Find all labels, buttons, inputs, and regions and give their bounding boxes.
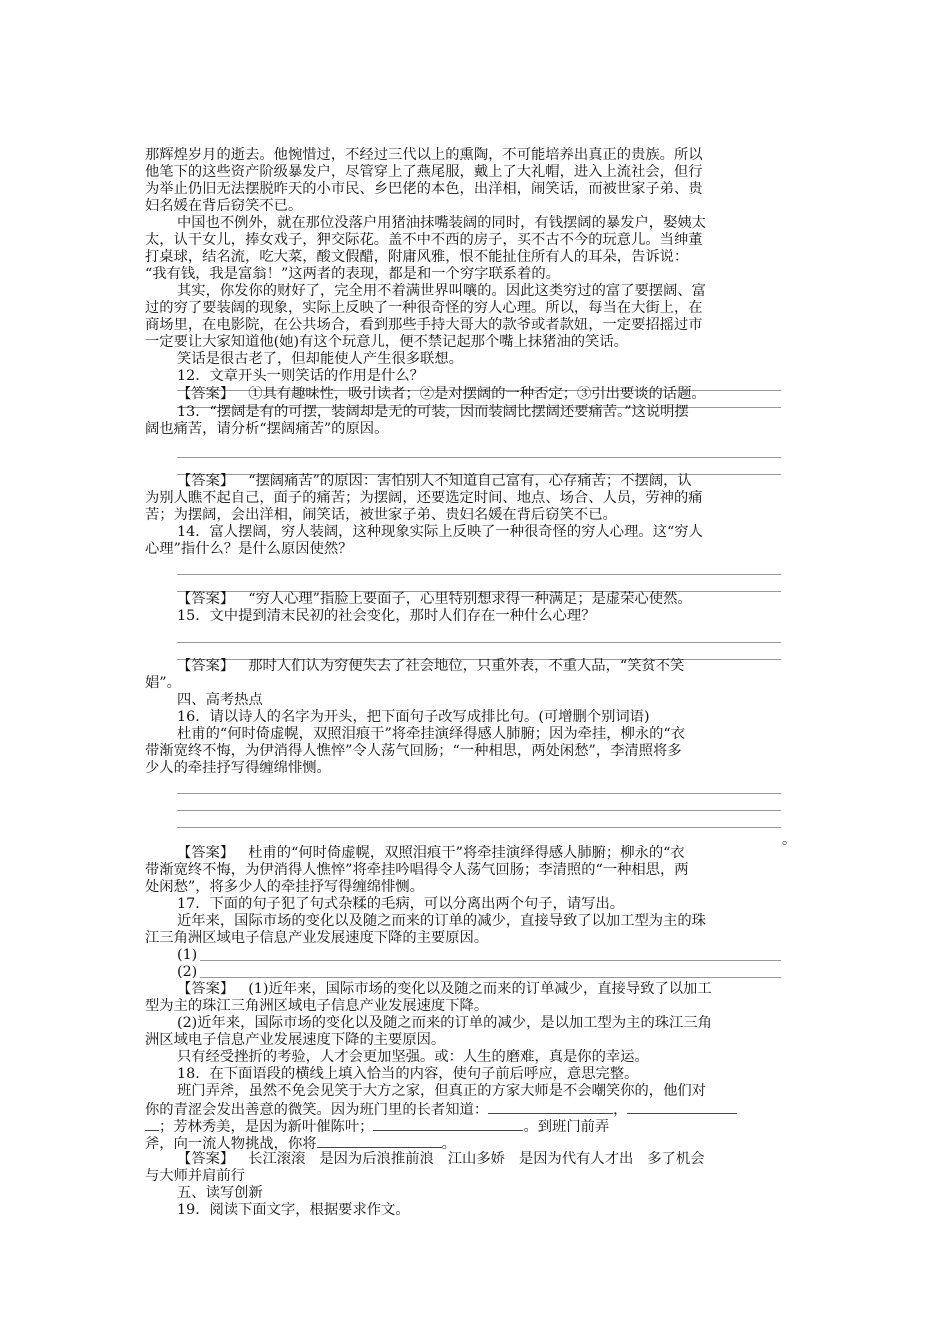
answer-15: 【答案】 那时人们认为穷便失去了社会地位，只重外表，不重人品，“笑贫不笑 [177,658,685,674]
passage-line: 笑话是很古老了，但却能使人产生很多联想。 [177,351,463,367]
section-heading-4: 四、高考热点 [177,692,263,708]
question-15-stem: 15．文中提到清末民初的社会变化，那时人们存在一种什么心理？ [177,608,596,624]
question-18-text: 你的青涩会发出善意的微笑。因为班门里的长者知道： ， [145,1100,805,1119]
question-18-text: 斧，向一流人物挑战，你将 。 [145,1136,456,1152]
answer-17-extra: 只有经受挫折的考验，人才会更加坚强。或：人生的磨难，真是你的幸运。 [177,1049,649,1065]
answer-17-line: 洲区域电子信息产业发展速度下降的主要原因。 [145,1032,446,1048]
answer-tag: 【答案】 [177,981,235,997]
answer-17-line: 型为主的珠江三角洲区域电子信息产业发展速度下降。 [145,998,489,1014]
passage-line: 妇名媛在背后窃笑不已。 [145,198,303,214]
answer-line [177,810,781,811]
passage-line: 中国也不例外，就在那位没落户用猪油抹嘴装阔的同时，有钱摆阔的暴发户，娶姨太 [177,215,706,231]
question-16-text: 带渐宽终不悔，为伊消得人憔悴”令人荡气回肠；“一种相思，两处闲愁”，李清照将多 [145,743,682,759]
answer-13-line: 为别人瞧不起自己，面子的痛苦；为摆阔，还要选定时间、地点、场合、人员，劳神的痛 [145,490,703,506]
question-16-stem: 16．请以诗人的名字为开头，把下面句子改写成排比句。(可增删个别词语) [177,709,650,725]
question-13-stem: 13．“摆阔是有的可摆，装阔却是无的可装，因而装阔比摆阔还要痛苦。”这说明摆 [177,404,689,420]
passage-line: 那辉煌岁月的逝去。他惋惜过，不经过三代以上的熏陶，不可能培养出真正的贵族。所以 [145,147,703,163]
answer-line [177,642,781,643]
fill-blank[interactable] [488,1100,613,1114]
answer-16-line: 处闲愁”，将多少人的牵挂抒写得缠绵悱恻。 [145,879,424,895]
question-18-stem: 18．在下面语段的横线上填入恰当的内容，使句子前后呼应，意思完整。 [177,1066,639,1082]
answer-17-line: (2)近年来，国际市场的变化以及随之而来的订单的减少，是以加工型为主的珠江三角 [177,1015,712,1031]
fill-blank[interactable] [145,1117,159,1131]
passage-line: 太，认干女儿，捧女戏子，狎交际花。盖不中不西的房子，买不古不今的玩意儿。当绅董 [145,232,703,248]
passage-line: 其实，你发你的财好了，完全用不着满世界叫嚷的。因此这类穷过的富了要摆阔、富 [177,283,706,299]
question-18-text: 班门弄斧，虽然不免会见笑于大方之家，但真正的方家大师是不会嘲笑你的，他们对 [177,1083,706,1099]
answer-tag: 【答案】 [177,658,235,674]
question-13-stem: 阔也痛苦，请分析“摆阔痛苦”的原因。 [145,421,389,437]
passage-line: 打桌球，结名流，吃大菜，酸文假醋，附庸风雅，恨不能扯住所有人的耳朵，告诉说： [145,249,689,265]
answer-line [177,457,781,458]
answer-tag: 【答案】 [177,386,235,402]
passage-line: 为举止仍旧无法摆脱昨天的小市民、乡巴佬的本色，出洋相，闹笑话，而被世家子弟、贵 [145,181,703,197]
answer-13-line: 苦；为摆阔，会出洋相，闹笑话，被世家子弟、贵妇名媛在背后窃笑不已。 [145,507,617,523]
answer-17: 【答案】 (1)近年来，国际市场的变化以及随之而来的订单减少，直接导致了以加工 [177,981,712,997]
question-17-text: 近年来，国际市场的变化以及随之而来的订单的减少，直接导致了以加工型为主的珠 [177,913,706,929]
blank-line-2[interactable] [200,977,781,978]
passage-line: 商场里，在电影院，在公共场合，看到那些手持大哥大的款爷或者款妞，一定要招摇过市 [145,317,703,333]
fill-blank[interactable] [373,1117,523,1131]
question-17-text: 江三角洲区域电子信息产业发展速度下降的主要原因。 [145,930,489,946]
answer-12: 【答案】 ①具有趣味性，吸引读者；②是对摆阔的一种否定；③引出要谈的话题。 [177,386,706,402]
question-16-text: 少人的牵挂抒写得缠绵悱恻。 [145,760,331,776]
answer-15-line: 娼”。 [145,675,181,691]
answer-14: 【答案】 “穷人心理”指脸上要面子，心里特别想求得一种满足；是虚荣心使然。 [177,591,692,607]
answer-18-line: 与大师并肩前行 [145,1168,246,1184]
fill-blank[interactable] [317,1134,442,1148]
answer-16: 【答案】 杜甫的“何时倚虚幌，双照泪痕干”将牵挂演绎得感人肺腑；柳永的“衣 [177,845,685,861]
passage-line: 一定要让大家知道他(她)有这个玩意儿，便不禁记起那个嘴上抹猪油的笑话。 [145,334,628,350]
blank-line-1[interactable] [200,960,781,961]
answer-tag: 【答案】 [177,473,235,489]
fill-blank[interactable] [627,1100,737,1114]
answer-18: 【答案】 长江滚滚 是因为后浪推前浪 江山多娇 是因为代有人才出 多了机会 [177,1151,705,1167]
answer-16-line: 带渐宽终不悔，为伊消得人憔悴”将牵挂吟唱得令人荡气回肠；李清照的“一种相思，两 [145,862,689,878]
passage-line: 过的穷了要装阔的现象，实际上反映了一种很奇怪的穷人心理。所以，每当在大街上，在 [145,300,703,316]
answer-line [177,574,781,575]
question-19-stem: 19．阅读下面文字，根据要求作文。 [177,1202,410,1218]
answer-tag: 【答案】 [177,845,235,861]
answer-tag: 【答案】 [177,591,235,607]
passage-line: 他笔下的这些资产阶级暴发户，尽管穿上了燕尾服，戴上了大礼帽，进入上流社会，但行 [145,164,703,180]
question-14-stem: 心理”指什么？是什么原因使然？ [145,541,353,557]
question-14-stem: 14．富人摆阔，穷人装阔，这种现象实际上反映了一种很奇怪的穷人心理。这“穷人 [177,524,703,540]
question-18-text: ；芳林秀美，是因为新叶催陈叶； 。到班门前弄 [145,1117,805,1136]
passage-line: “我有钱，我是富翁！”这两者的表现，都是和一个穷字联系着的。 [145,266,560,282]
period-mark: 。 [782,832,797,848]
section-heading-5: 五、读写创新 [177,1185,263,1201]
question-16-text: 杜甫的“何时倚虚幌，双照泪痕干”将牵挂演绎得感人肺腑；因为牵挂，柳永的“衣 [177,726,686,742]
answer-line [177,827,781,828]
question-12-stem: 12．文章开头一则笑话的作用是什么？ [177,368,424,384]
blank-label-1: (1) [177,947,198,963]
answer-line [177,793,781,794]
answer-tag: 【答案】 [177,1151,235,1167]
answer-13: 【答案】 “摆阔痛苦”的原因：害怕别人不知道自己富有，心存痛苦；不摆阔，认 [177,473,692,489]
question-17-stem: 17．下面的句子犯了句式杂糅的毛病，可以分离出两个句子，请写出。 [177,896,625,912]
blank-label-2: (2) [177,964,198,980]
